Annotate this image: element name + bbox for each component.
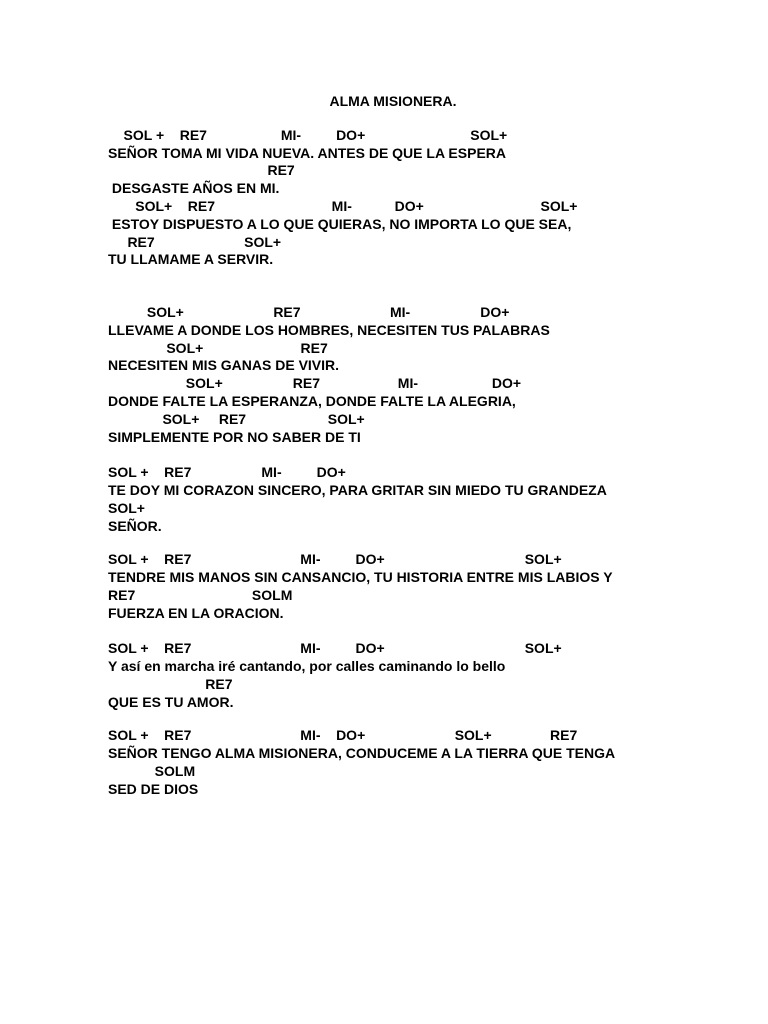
chord-line: RE7 SOL+ <box>108 234 282 250</box>
lyric-line: Y así en marcha iré cantando, por calles caminando lo bello <box>108 658 506 674</box>
lyric-line: NECESITEN MIS GANAS DE VIVIR. <box>108 357 340 373</box>
chord-line: SOL + RE7 MI- DO+ <box>108 464 346 480</box>
lyric-line: SED DE DIOS <box>108 781 199 797</box>
lyric-line: TENDRE MIS MANOS SIN CANSANCIO, TU HISTORIA ENTRE MIS LABIOS Y <box>108 569 613 585</box>
lyric-line: DONDE FALTE LA ESPERANZA, DONDE FALTE LA ALEGRIA, <box>108 393 516 409</box>
chord-line: RE7 <box>108 162 295 178</box>
chord-line: SOL+ RE7 MI- DO+ <box>108 304 510 320</box>
chord-line: RE7 SOLM <box>108 587 293 603</box>
lyric-line: FUERZA EN LA ORACION. <box>108 605 284 621</box>
chord-line: SOL+ RE7 MI- DO+ <box>108 375 522 391</box>
chord-line: SOL + RE7 MI- DO+ SOL+ <box>108 127 508 143</box>
chord-line: SOL+ RE7 MI- DO+ SOL+ <box>108 198 578 214</box>
lyric-line: SEÑOR TENGO ALMA MISIONERA, CONDUCEME A LA TIERRA QUE TENGA <box>108 745 616 761</box>
lyric-line: SEÑOR. <box>108 518 162 534</box>
lyric-line: SEÑOR TOMA MI VIDA NUEVA. ANTES DE QUE LA ESPERA <box>108 145 507 161</box>
chord-line: SOL+ RE7 <box>108 340 328 356</box>
chord-line: SOL + RE7 MI- DO+ SOL+ RE7 <box>108 727 578 743</box>
lyric-line: SIMPLEMENTE POR NO SABER DE TI <box>108 429 361 445</box>
song-title: ALMA MISIONERA. <box>329 93 457 109</box>
lyric-line: ESTOY DISPUESTO A LO QUE QUIERAS, NO IMPORTA LO QUE SEA, <box>108 216 572 232</box>
lyric-line: QUE ES TU AMOR. <box>108 694 234 710</box>
chord-line: SOL + RE7 MI- DO+ SOL+ <box>108 551 562 567</box>
chord-line: RE7 <box>108 676 233 692</box>
chord-line: SOL+ RE7 SOL+ <box>108 411 365 427</box>
lyric-line: LLEVAME A DONDE LOS HOMBRES, NECESITEN TUS PALABRAS <box>108 322 550 338</box>
lyric-line: TE DOY MI CORAZON SINCERO, PARA GRITAR SIN MIEDO TU GRANDEZA <box>108 482 607 498</box>
chord-line: SOL + RE7 MI- DO+ SOL+ <box>108 640 562 656</box>
lyric-line: DESGASTE AÑOS EN MI. <box>108 180 280 196</box>
lyric-line: TU LLAMAME A SERVIR. <box>108 251 274 267</box>
chord-line: SOLM <box>108 763 196 779</box>
chord-line: SOL+ <box>108 500 145 516</box>
